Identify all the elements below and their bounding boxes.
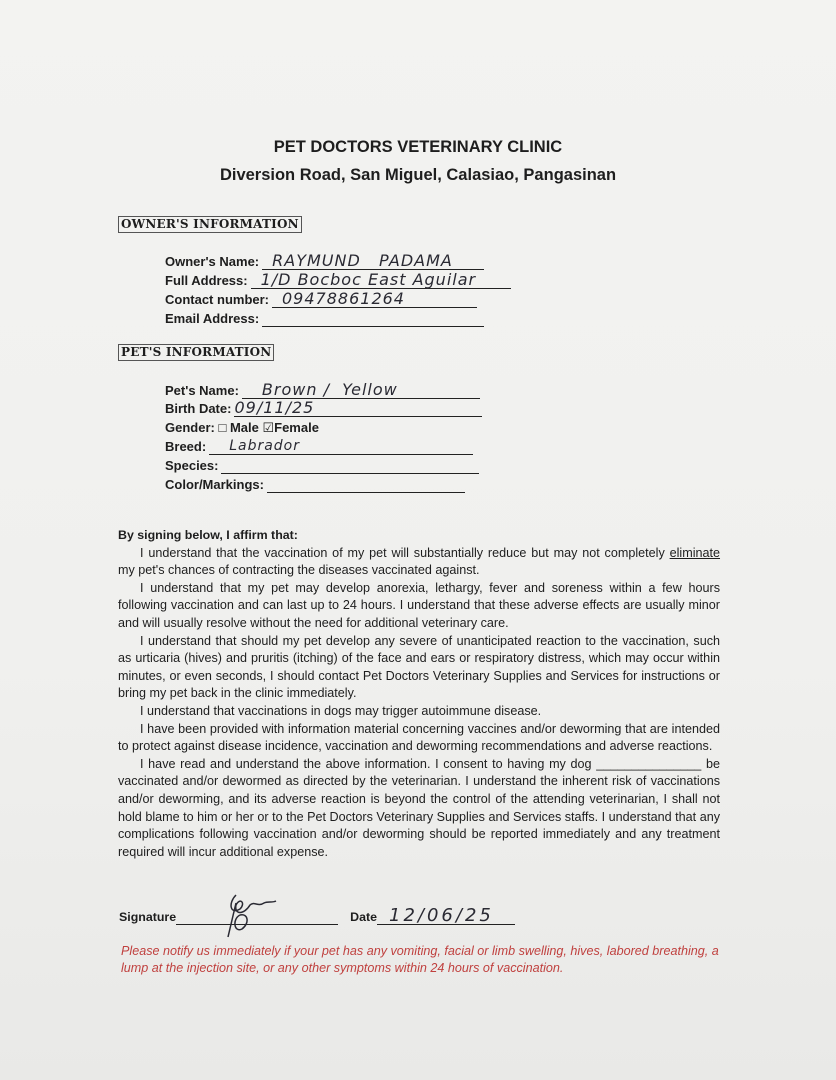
handwritten-value: 1/D Bocboc East Aguilar bbox=[260, 270, 477, 289]
underlined-text: eliminate bbox=[669, 545, 721, 560]
pet-name-field[interactable] bbox=[165, 380, 480, 399]
text: be vaccinated and/or dewormed as directed by the veterinarian. I understand the inherent risk of vaccinations and/or deworming, and its adverse reaction is beyond the control of the attending veterinarian, I shall not hold blame to him or her or to the Pet Doctors Veterinary Supplies and Services staffs. I understand that any complications following vaccination and/or deworming should be reported immediately and any treatment required will incur additional expense. bbox=[118, 756, 721, 859]
date-label: Date bbox=[350, 910, 378, 924]
male-label: Male bbox=[229, 420, 259, 435]
affirmation-paragraph bbox=[118, 545, 720, 580]
signature-field[interactable] bbox=[119, 905, 515, 926]
owner-name-field[interactable] bbox=[165, 251, 484, 270]
dog-name-blank[interactable]: _______________ bbox=[596, 756, 702, 771]
field-label: Gender: bbox=[165, 420, 215, 435]
contact-number-field[interactable] bbox=[165, 289, 477, 308]
post-vaccination-notice: Please notify us immediately if your pet has any vomiting, facial or limb swelling, hives, labored breathing, a lump at the injection site, or any other symptoms within 24 hours of vaccination. bbox=[121, 944, 719, 975]
affirmation-heading: By signing below, I affirm that: bbox=[118, 528, 298, 542]
field-label: Breed: bbox=[165, 439, 207, 454]
field-label: Color/Markings: bbox=[165, 477, 264, 492]
affirmation-paragraph: I understand that should my pet develop any severe of unanticipated reaction to the vaccination, such as urticaria (hives) and pruritis (itching) of the face and ears or respiratory distress, which may occur within minutes, or even seconds, I should contact Pet Doctors Veterinary Supplies and Services for instructions or bring my pet back in the clinic immediately. bbox=[118, 633, 720, 701]
birth-date-field[interactable] bbox=[165, 398, 482, 417]
species-field[interactable] bbox=[165, 458, 479, 474]
handwritten-value: RAYMUND PADAMA bbox=[272, 251, 453, 270]
handwritten-value: 09/11/25 bbox=[234, 398, 315, 417]
field-label: Email Address: bbox=[165, 311, 260, 326]
signature-label: Signature bbox=[119, 910, 177, 924]
full-address-field[interactable] bbox=[165, 270, 511, 289]
handwritten-value: 09478861264 bbox=[282, 289, 405, 308]
field-label: Owner's Name: bbox=[165, 254, 260, 269]
field-label: Species: bbox=[165, 458, 219, 473]
signature-scribble bbox=[206, 893, 276, 935]
affirmation-paragraph: I have been provided with information material concerning vaccines and/or deworming that are intended to protect against disease incidence, vaccination and deworming recommendations and adverse reactions. bbox=[118, 721, 720, 754]
clinic-address: Diversion Road, San Miguel, Calasiao, Pangasinan bbox=[219, 166, 617, 184]
field-label: Contact number: bbox=[165, 292, 269, 307]
affirmation-paragraph bbox=[118, 756, 720, 862]
text: I understand that the vaccination of my pet will substantially reduce but may not completely bbox=[140, 545, 665, 560]
field-label: Pet's Name: bbox=[165, 383, 239, 398]
email-address-field[interactable] bbox=[165, 311, 484, 327]
color-markings-field[interactable] bbox=[165, 477, 465, 493]
gender-field[interactable] bbox=[165, 420, 319, 436]
affirmation-paragraph: I understand that my pet may develop anorexia, lethargy, fever and soreness within a few hours following vaccination and can last up to 24 hours. I understand that these adverse effects are usually minor and will usually resolve without the need for additional veterinary care. bbox=[118, 580, 720, 630]
date-value: 12/06/25 bbox=[389, 905, 494, 926]
text: I have read and understand the above information. I consent to having my dog bbox=[140, 756, 592, 771]
handwritten-value: Brown / Yellow bbox=[261, 380, 398, 399]
owner-section-heading: OWNER'S INFORMATION bbox=[118, 216, 302, 233]
pet-section-heading: PET'S INFORMATION bbox=[118, 344, 274, 361]
breed-field[interactable] bbox=[165, 439, 473, 455]
male-checkbox[interactable]: □ bbox=[218, 420, 227, 435]
field-label: Full Address: bbox=[165, 273, 248, 288]
affirmation-paragraph: I understand that vaccinations in dogs may trigger autoimmune disease. bbox=[140, 703, 542, 718]
field-label: Birth Date: bbox=[165, 401, 232, 416]
clinic-name: PET DOCTORS VETERINARY CLINIC bbox=[273, 138, 563, 156]
female-checkbox[interactable]: ☑ bbox=[262, 420, 275, 435]
text: my pet's chances of contracting the diseases vaccinated against. bbox=[118, 563, 480, 578]
female-label: Female bbox=[274, 420, 319, 435]
affirmation-section bbox=[118, 527, 720, 861]
handwritten-value: Labrador bbox=[229, 438, 300, 454]
